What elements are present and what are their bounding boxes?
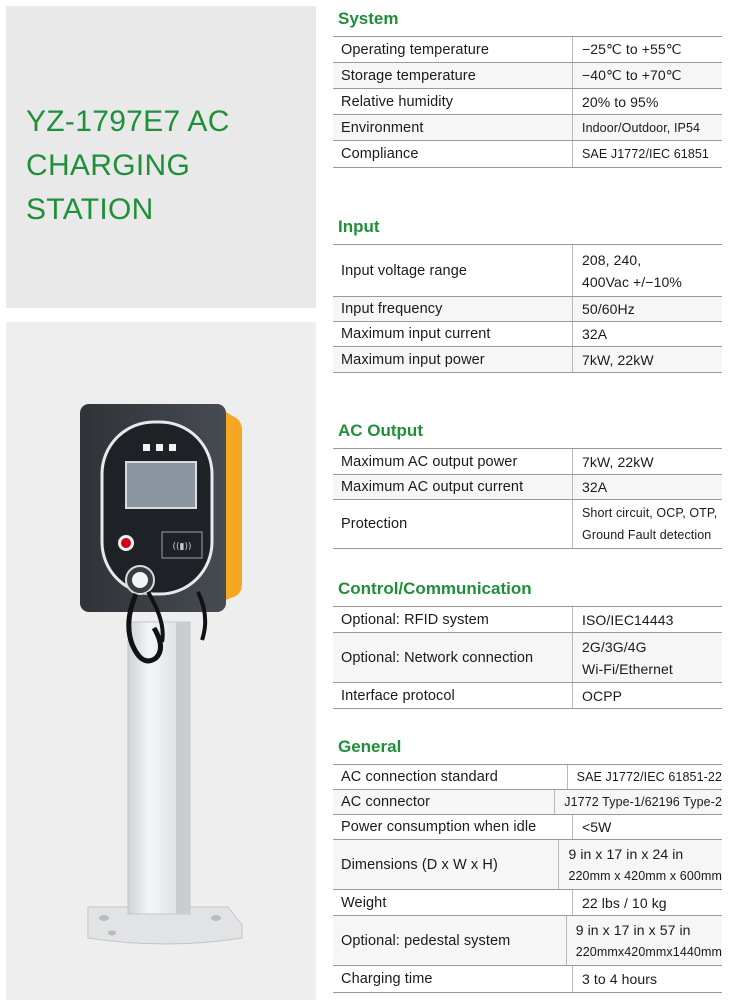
title-panel [6,6,316,308]
spec-label: Operating temperature [333,37,573,62]
display-screen [126,462,196,508]
connector-plug-face [132,572,148,588]
spec-value-line: 2G/3G/4G [582,638,647,655]
spec-label: Power consumption when idle [333,815,573,839]
table-row [333,633,722,683]
spec-value-line: Wi-Fi/Ethernet [582,660,673,677]
table-row [333,141,722,168]
section-title: AC Output [338,421,423,440]
table-row [333,765,722,790]
spec-label: Relative humidity [333,89,573,114]
spec-value: 7kW, 22kW [582,351,654,368]
table-row [333,297,722,322]
section-title: System [338,9,399,28]
spec-value-line: Short circuit, OCP, OTP, [582,506,718,520]
spec-value [573,245,722,296]
spec-value: 32A [582,479,608,495]
spec-label: Input voltage range [333,245,573,296]
spec-value-line: 400Vac +/−10% [582,273,682,290]
spec-value: −25℃ to +55℃ [582,41,682,57]
spec-label: AC connection standard [333,765,568,789]
spec-table [333,36,722,168]
spec-label: Compliance [333,141,573,167]
spec-value-line: Ground Fault detection [582,528,712,542]
spec-label: Maximum input power [333,347,573,372]
table-row [333,475,722,500]
spec-value-line: 220mmx420mmx1440mm [575,944,722,959]
spec-value-line: 9 in x 17 in x 57 in [575,921,691,938]
table-row [333,63,722,89]
base-bolt [99,915,109,921]
product-photo-panel [6,322,316,1000]
spec-value [567,916,722,965]
table-row [333,966,722,993]
section-general [333,736,722,993]
spec-value [573,500,722,548]
pedestal-pole-side [176,622,190,914]
spec-value: 7kW, 22kW [582,453,654,470]
spec-label: Maximum input current [333,322,573,346]
spec-value: 3 to 4 hours [582,971,658,987]
base-bolt [108,931,116,936]
spec-value: OCPP [582,687,623,704]
product-title-line-1: YZ-1797E7 AC [26,105,230,138]
section-ac-output [333,420,722,549]
spec-label: Maximum AC output power [333,449,573,474]
product-title-line-2: CHARGING [26,149,191,182]
table-row [333,607,722,633]
spec-label: Interface protocol [333,683,573,708]
spec-value: ISO/IEC14443 [582,611,674,628]
spec-label: Environment [333,115,573,140]
spec-value: <5W [582,819,612,835]
emergency-stop-core [121,538,131,548]
product-title-line-3: STATION [26,193,154,226]
spec-value-line: 9 in x 17 in x 24 in [568,845,684,862]
table-row [333,322,722,347]
spec-value: J1772 Type-1/62196 Type-2 [564,795,722,809]
spec-label: AC connector [333,790,555,814]
table-row [333,790,722,815]
table-row [333,115,722,141]
spec-label: Optional: RFID system [333,607,573,632]
table-row [333,37,722,63]
spec-table [333,764,722,993]
table-row [333,347,722,373]
indicator-light [143,444,150,451]
spec-value-line: 220mm x 420mm x 600mm [568,868,722,883]
table-row [333,500,722,549]
table-row [333,449,722,475]
section-input [333,216,722,373]
spec-table [333,448,722,549]
spec-label: Weight [333,890,573,915]
spec-label: Optional: Network connection [333,633,573,682]
spec-label: Input frequency [333,297,573,321]
charging-station-illustration [6,322,316,1000]
spec-value: Indoor/Outdoor, IP54 [582,120,701,135]
section-title: Control/Communication [338,579,532,598]
section-title: Input [338,217,380,236]
product-title [26,100,316,232]
spec-value: SAE J1772/IEC 61851-22 [576,770,722,784]
spec-table [333,244,722,373]
spec-value: −40℃ to +70℃ [582,67,682,83]
table-row [333,683,722,709]
spec-value [559,840,722,889]
spec-value: 32A [582,326,608,342]
table-row [333,840,722,890]
spec-value [573,633,722,682]
table-row [333,245,722,297]
spec-label: Optional: pedestal system [333,916,567,965]
rfid-icon: ((▮)) [172,542,192,552]
indicator-light [156,444,163,451]
spec-value: 20% to 95% [582,93,659,110]
spec-label: Protection [333,500,573,548]
base-bolt [211,915,221,921]
section-control-communication [333,578,722,709]
spec-label: Maximum AC output current [333,475,573,499]
indicator-light [169,444,176,451]
spec-label: Storage temperature [333,63,573,88]
spec-value: 50/60Hz [582,301,635,317]
table-row [333,89,722,115]
spec-value-line: 208, 240, [582,251,642,268]
spec-label: Charging time [333,966,573,992]
spec-label: Dimensions (D x W x H) [333,840,559,889]
table-row [333,890,722,916]
table-row [333,815,722,840]
spec-value: SAE J1772/IEC 61851 [582,147,709,161]
spec-value: 22 lbs / 10 kg [582,894,667,911]
section-system [333,8,722,168]
spec-table [333,606,722,709]
table-row [333,916,722,966]
section-title: General [338,737,402,756]
